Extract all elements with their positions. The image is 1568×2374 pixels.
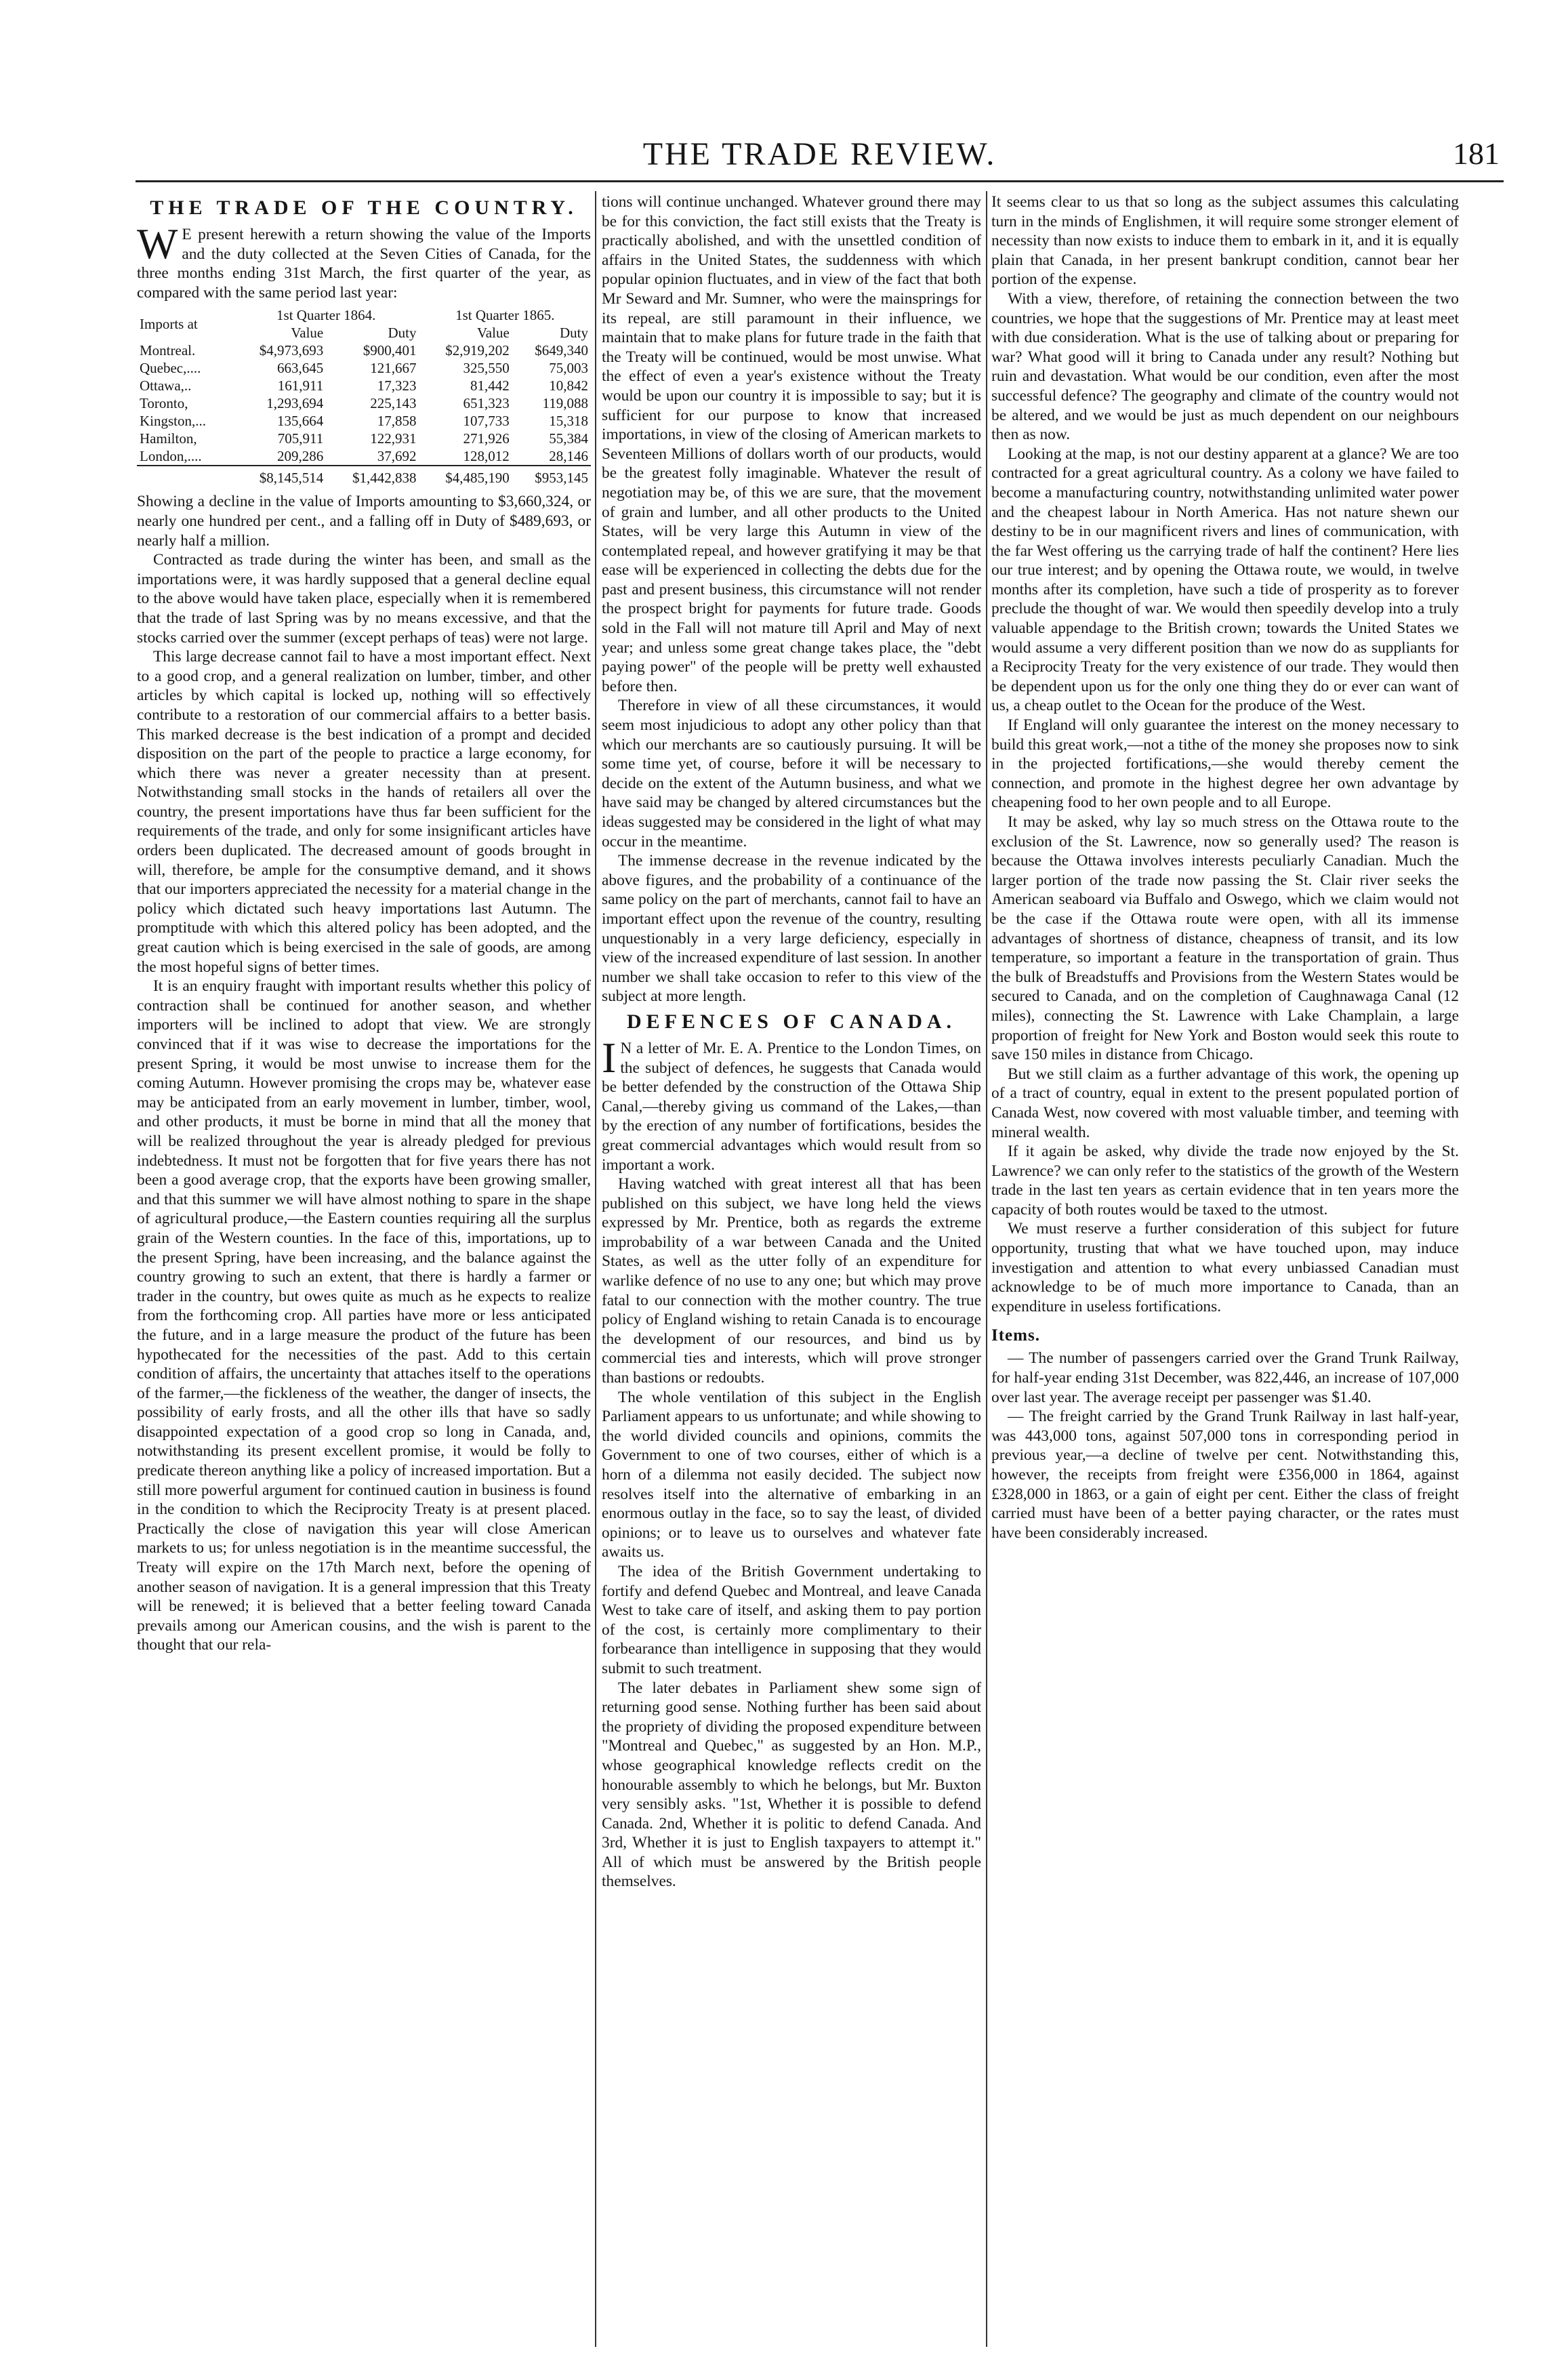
paragraph: It is an enquiry fraught with important results whether this policy of contraction shall be continued for another season, and whether importers will be inclined to adopt that view. We are strongly convinced that if it was wise to decrease the importations for the present Spring, it would be most unwise to increase them for the coming Autumn. However promising the crops may be, whatever ease may be anticipated from an early movement in lumber, timber, wool, and other products, it must be borne in mind that all the money that will be realized throughout the year is already pledged for previous indebtedness. It must not be forgotten that for five years there has not been a good average crop, that the exports have been growing smaller, and that this summer we will have almost nothing to spare in the shape of agricultural produce,—the Eastern counties requiring all the surplus grain of the Western counties. In the face of this, importations, up to the present Spring, have been increasing, and the balance against the country growing to such an extent, that there is hardly a farmer or trader in the country, but owes quite as much as he expects to realize from the forthcoming crop. All parties have more or less anticipated the future, and in a large measure the product of the future has been hypothecated for the necessities of the past. Add to this certain condition of affairs, the uncertainty that attaches itself to the operations of the farmer,—the fickleness of the weather, the danger of insects, the possibility of early frosts, and all the other ills that have so sadly disappointed expectation of a good crop so long in Canada, and, notwithstanding its present excellent promise, it would be folly to predicate thereon anything like a policy of increased importation. But a still more powerful argument for continued caution in business is found in the condition to which the Reciprocity Treaty is at present placed. Practically the close of navigation this year will close American markets to us; for unless negotiation is in the meantime successful, the Treaty will expire on the 17th March next, before the opening of another season of navigation. It is a general impression that this Treaty will be renewed; it is believed that a better feeling toward Canada prevails among our American cousins, and the wish is parent to the thought that our rela-: [137, 977, 591, 1654]
paragraph: Having watched with great interest all that has been published on this subject, we have long held the views expressed by Mr. Prentice, both as regards the extreme improbability of a war between Canada and the United States, as well as the utter folly of an expenditure for warlike defence of no use to any one; but which may prove fatal to our connection with the mother country. The true policy of England wishing to retain Canada is to encourage the development of our resources, and bind us by commercial ties and interests, which will prove stronger than bastions or redoubts.: [602, 1175, 981, 1387]
drop-cap: W: [137, 220, 178, 268]
value-cell: 161,911: [277, 377, 324, 394]
value-cell: $2,919,202: [445, 342, 510, 359]
value-cell: 107,733: [463, 413, 510, 430]
paragraph: Contracted as trade during the winter has been, and small as the importations were, it was hardly supposed that a general decline equal to the above would have taken place, especially when it is remembered that the trade of last Spring was by no means excessive, and that the stocks carried over the summer (except perhaps of teas) were not large.: [137, 551, 591, 647]
items-heading: Items.: [991, 1326, 1040, 1345]
item-paragraph: — The freight carried by the Grand Trunk Railway in last half-year, was 443,000 tons, against 507,000 tons in corresponding period in previous year,—a decline of twelve per cent. Notwithstanding this, however, the receipts from freight were £356,000 in 1864, against £328,000 in 1863, or a gain of eight per cent. Either the class of freight carried must have been of a better paying character, or the rates must have been considerably increased.: [991, 1408, 1459, 1542]
value-cell: 81,442: [470, 377, 510, 394]
duty-cell: 122,931: [370, 430, 417, 447]
duty-cell: 17,858: [377, 413, 417, 430]
paragraph: With a view, therefore, of retaining the connection between the two countries, we hope that the suggestions of Mr. Prentice may at least meet with due consideration. What is the use of talking about or preparing for war? What good will it bring to Canada under any result? Nothing but ruin and devastation. What would be our condition, even after the most successful defence? The geography and climate of the country would not be altered, and we would be just as much dependent on our neighbours then as now.: [991, 289, 1459, 444]
group-1865-header: 1st Quarter 1865.: [455, 307, 555, 324]
table-row: [137, 447, 591, 466]
duty-cell: 28,146: [549, 448, 588, 465]
group-1864-header: 1st Quarter 1864.: [276, 307, 376, 324]
col-value-header: Value: [291, 325, 324, 342]
imports-table: [137, 306, 591, 487]
paragraph: Looking at the map, is not our destiny apparent at a glance? We are too contracted for a great agricultural country. As a colony we have failed to become a manufacturing country, notwithstanding unlimited water power and the cheapest labour in North America. Has not nature shewn our destiny to be in our magnificent rivers and lines of communication, with the far West offering us the carrying trade of half the continent? Here lies our true interest; and by opening the Ottawa route, we would, in twelve months after its completion, have such a tide of prosperity as to forever preclude the thought of war. We would then speedily develop into a truly valuable appendage to the British crown; towards the United States we would assume a very different position than we now do as suppliants for a Reciprocity Treaty for the very existence of our trade. They would then be dependent upon us for the only one thing they do or ever can want of us, a cheap outlet to the Ocean for the produce of the West.: [991, 445, 1459, 715]
paragraph: But we still claim as a further advantage of this work, the opening up of a tract of country, equal in extent to the present populated portion of Canada West, now covered with most valuable timber, and teeming with mineral wealth.: [991, 1065, 1459, 1141]
value-cell: $4,973,693: [259, 342, 324, 359]
column-rule: [986, 191, 987, 2347]
article-heading-trade: THE TRADE OF THE COUNTRY.: [150, 197, 578, 219]
column-rule: [595, 191, 596, 2347]
column-1: [137, 192, 591, 1655]
table-row: [137, 359, 591, 377]
table-row: [137, 430, 591, 447]
paragraph: Therefore in view of all these circumstances, it would seem most injudicious to adopt any other policy than that which our merchants are so cautiously pursuing. It will be some time yet, of course, before it will be necessary to decide on the extent of the Autumn business, and what we have said may be changed by altered circumstances but the ideas suggested may be considered in the light of what may occur in the meantime.: [602, 697, 981, 851]
table-group-row: [137, 306, 591, 324]
paragraph: It may be asked, why lay so much stress on the Ottawa route to the exclusion of the St. Lawrence, now so generally used? The reason is because the Ottawa involves interests peculiarly Canadian. Much the larger portion of the trade now passing the St. Clair river seeks the American seaboard via Buffalo and Oswego, which we claim would not be the case if the Ottawa route were open, with all its immense advantages of shortness of distance, cheapness of transit, and its low temperature, so important a feature in the transportation of grain. Thus the bulk of Breadstuffs and Provisions from the Western States would be secured to Canada, and on the completion of Caughnawaga Canal (12 miles), connecting the St. Lawrence with Lake Champlain, a large proportion of freight for New York and Boston would seek this route to save 150 miles in distance from Chicago.: [991, 813, 1459, 1064]
city-cell: Hamilton,: [140, 430, 197, 447]
duty-cell: $900,401: [363, 342, 417, 359]
value-cell: 135,664: [277, 413, 324, 430]
value-cell: 209,286: [277, 448, 324, 465]
city-cell: London,....: [140, 448, 202, 465]
table-row: [137, 377, 591, 394]
article-intro: [137, 220, 591, 302]
duty-cell: 225,143: [370, 395, 417, 412]
value-cell: 663,645: [277, 360, 324, 377]
paragraph: If it again be asked, why divide the trade now enjoyed by the St. Lawrence? we can only refer to the statistics of the growth of the Western trade in the last ten years as certain evidence that in ten years more the capacity of both routes would be taxed to the utmost.: [991, 1143, 1459, 1219]
defences-intro: [602, 1033, 981, 1174]
city-cell: Toronto,: [140, 395, 188, 412]
paragraph: We must reserve a further consideration of this subject for future opportunity, trusting that what we have touched upon, may induce investigation and attention to what every unbiassed Canadian must acknowledge to be of much more importance to Canada, than an expenditure in useless fortifications.: [991, 1220, 1459, 1315]
paragraph: If England will only guarantee the interest on the money necessary to build this great work,—not a tithe of the money she proposes now to sink in the projected fortifications,—she would thereby cement the connection, and promote in the highest degree her own advantage by cheapening food to her own people and to all Europe.: [991, 716, 1459, 812]
city-cell: Ottawa,..: [140, 377, 192, 394]
duty-cell: 119,088: [542, 395, 588, 412]
page-number: 181: [1453, 136, 1500, 171]
duty-cell: 17,323: [377, 377, 417, 394]
col-duty-header: Duty: [388, 325, 417, 342]
total-value-cell: $4,485,190: [419, 466, 512, 487]
value-cell: 705,911: [277, 430, 324, 447]
table-total-row: [137, 466, 591, 487]
paragraph: It seems clear to us that so long as the subject assumes this calculating turn in the minds of Englishmen, it will require some stronger element of necessity than now exists to induce them to embark in it, and it is equally plain that Canada, in her present bankrupt condition, cannot bear her portion of the expense.: [991, 193, 1459, 289]
table-row: [137, 412, 591, 430]
value-cell: 325,550: [463, 360, 510, 377]
value-cell: 128,012: [463, 448, 510, 465]
intro-text: E present herewith a return showing the value of the Imports and the duty collected at the Seven Cities of Canada, for the three months ending 31st March, the first quarter of the year, as compared with the same period last year:: [137, 226, 591, 302]
duty-cell: 75,003: [549, 360, 588, 377]
paragraph: Showing a decline in the value of Imports amounting to $3,660,324, or nearly one hundred per cent., and a falling off in Duty of $489,693, or nearly half a million.: [137, 493, 591, 550]
duty-cell: 15,318: [549, 413, 588, 430]
col-duty-header: Duty: [560, 325, 588, 342]
duty-cell: 37,692: [377, 448, 417, 465]
defences-intro-text: N a letter of Mr. E. A. Prentice to the London Times, on the subject of defences, he suggests that Canada would be better defended by the construction of the Ottawa Ship Canal,—thereby giving us command of the Lakes,—than by the erection of any number of fortifications, besides the great commercial advantages which would result from so important a work.: [602, 1039, 981, 1174]
paragraph: The whole ventilation of this subject in the English Parliament appears to us unfortunate; and while showing to the world divided councils and opinions, commits the Government to one of two courses, either of which is a horn of a dilemma not easily decided. The subject now resolves itself into the alternative of embarking in an enormous outlay in the face, so to say the least, of divided opinions; or to leave us to ourselves and whatever fate awaits us.: [602, 1388, 981, 1561]
item-paragraph: — The number of passengers carried over the Grand Trunk Railway, for half-year ending 31st December, was 822,446, an increase of 107,000 over last year. The average receipt per passenger was $1.40.: [991, 1349, 1459, 1406]
duty-cell: 121,667: [370, 360, 417, 377]
drop-cap: I: [602, 1033, 617, 1082]
total-value-cell: $8,145,514: [233, 466, 326, 487]
paragraph: The immense decrease in the revenue indicated by the above figures, and the probability of a continuance of the same policy on the part of merchants, cannot fail to have an important effect upon the revenue of the country, resulting unquestionably in a very large deficiency, especially in view of the increased expenditure of last session. In another number we shall take occasion to refer to this view of the subject at more length.: [602, 852, 981, 1006]
table-row: [137, 394, 591, 412]
duty-cell: $649,340: [535, 342, 588, 359]
duty-cell: 10,842: [549, 377, 588, 394]
col-value-header: Value: [476, 325, 510, 342]
column-2: [602, 192, 981, 1891]
value-cell: 1,293,694: [266, 395, 324, 412]
duty-cell: 55,384: [549, 430, 588, 447]
article-heading-defences: DEFENCES OF CANADA.: [626, 1010, 957, 1033]
total-duty-cell: $953,145: [512, 466, 591, 487]
col-imports-header: Imports at: [140, 316, 198, 333]
total-duty-cell: $1,442,838: [326, 466, 419, 487]
city-cell: Montreal.: [140, 342, 196, 359]
page-title: THE TRADE REVIEW.: [642, 136, 997, 172]
paragraph: The later debates in Parliament shew some sign of returning good sense. Nothing further has been said about the propriety of dividing the proposed expenditure between "Montreal and Quebec," as suggested by an Hon. M.P., whose geographical knowledge reflects credit on the honourable assembly to which he belongs, but Mr. Buxton very sensibly asks. "1st, Whether it is possible to defend Canada. 2nd, Whether it is politic to defend Canada. And 3rd, Whether it is just to English taxpayers to attempt it." All of which must be answered by the British people themselves.: [602, 1679, 981, 1891]
column-3: [991, 192, 1459, 1542]
city-cell: Quebec,....: [140, 360, 201, 377]
value-cell: 271,926: [463, 430, 510, 447]
masthead: [136, 126, 1504, 182]
paragraph: The idea of the British Government undertaking to fortify and defend Quebec and Montreal, and leave Canada West to take care of itself, and asking them to pay portion of the cost, is certainly more complimentary to their forbearance than intelligence in supposing that they would submit to such treatment.: [602, 1562, 981, 1677]
table-row: [137, 342, 591, 359]
city-cell: Kingston,...: [140, 413, 207, 430]
paragraph: This large decrease cannot fail to have a most important effect. Next to a good crop, and a general realization on lumber, timber, and other articles by which capital is locked up, nothing will so effectively contribute to a restoration of our commercial affairs to a better basis. This marked decrease is the best indication of a prompt and decided disposition on the part of the people to practice a large economy, for which there was never a greater necessity than at present. Notwithstanding small stocks in the hands of retailers all over the country, the present importations have thus far been sufficient for the requirements of the trade, and only for some insignificant articles have orders been duplicated. The decreased amount of goods brought in will, therefore, be ample for the consumptive demand, and it shows that our importers appreciated the necessity for a material change in the policy which dictated such heavy importations last Autumn. The promptitude with which this altered policy has been adopted, and the great caution which is being exercised in the sale of goods, are among the most hopeful signs of better times.: [137, 648, 591, 976]
paragraph: tions will continue unchanged. Whatever ground there may be for this conviction, the fact still exists that the Treaty is practically abolished, and with the unsettled condition of affairs in the United States, the suddenness with which popular opinion fluctuates, and in view of the fact that both Mr Seward and Mr. Sumner, who were the mainsprings for its repeal, are still paramount in their influence, we maintain that to make plans for future trade in the faith that the Treaty will be continued, would be most unwise. What the effect of even a year's existence without the Treaty would be upon our country it is impossible to say; but it is sufficient for our purpose to know that increased importations, in view of the closing of American markets to Seventeen Millions of dollars worth of our products, would be the greatest folly imaginable. Whatever the result of negotiation may be, of this we are sure, that the movement of grain and lumber, and all other products to the United States, will be very large this Autumn in view of the contemplated repeal, and however gratifying it may be that ease will be experienced in collecting the debts due for the past and present business, this circumstance will not render the prospect bright for payments for future trade. Goods sold in the Fall will not mature till April and May of next year; and unless some great change takes place, the "debt paying power" of the people will be pretty well exhausted before then.: [602, 193, 981, 695]
value-cell: 651,323: [463, 395, 510, 412]
